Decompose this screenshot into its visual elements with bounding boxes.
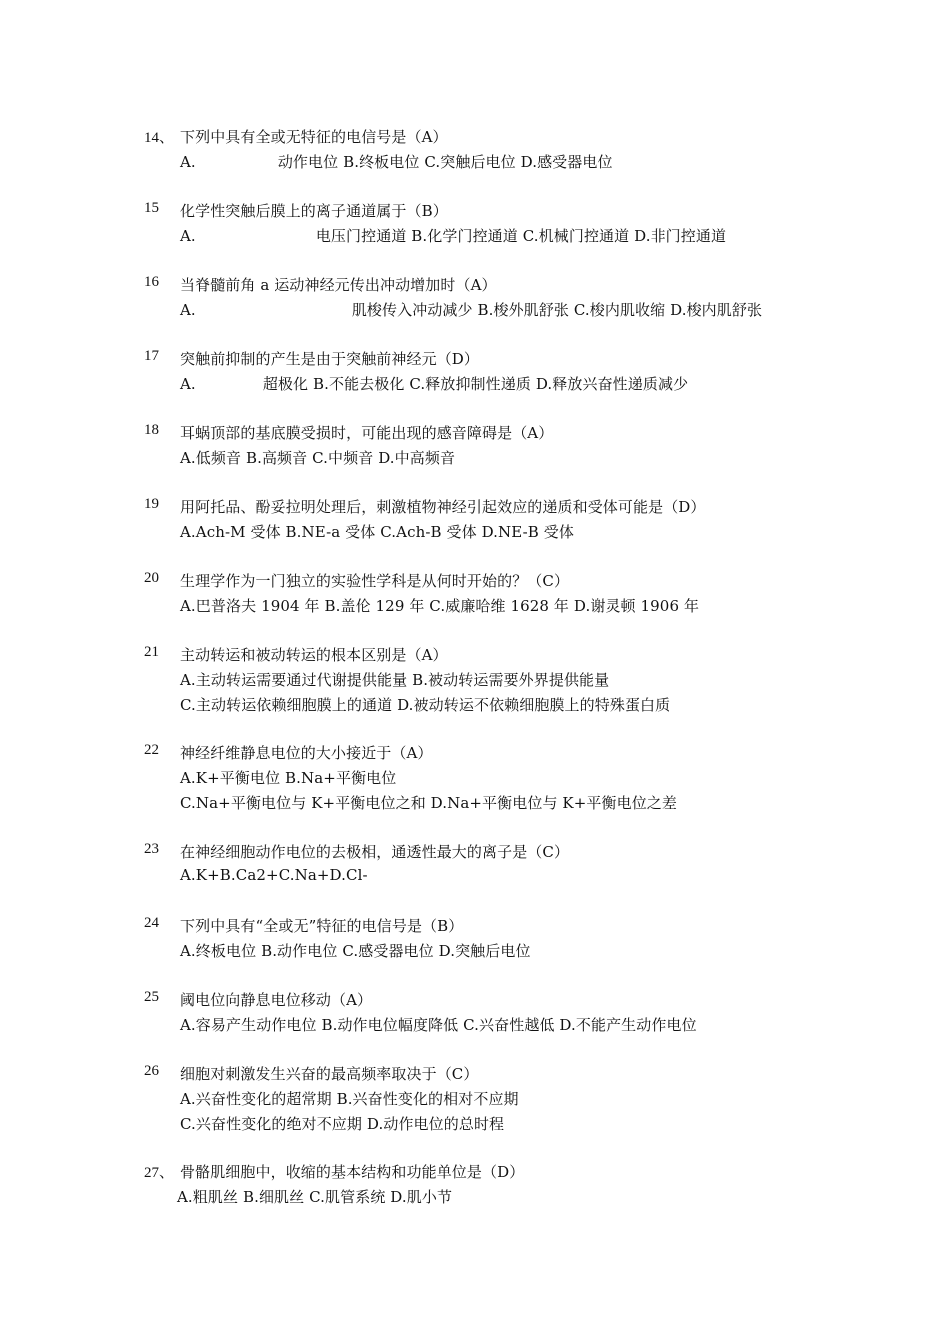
question-stem: 细胞对刺激发生兴奋的最高频率取决于（C） [180, 1065, 479, 1083]
question-stem: 主动转运和被动转运的根本区别是（A） [180, 646, 448, 664]
options-line: A.K+B.Ca2+C.Na+D.Cl- [180, 866, 368, 884]
question-number: 21 [144, 644, 159, 660]
options-line: A.兴奋性变化的超常期 B.兴奋性变化的相对不应期 [180, 1090, 519, 1108]
options-line [180, 299, 762, 320]
question-stem: 骨骼肌细胞中，收缩的基本结构和功能单位是（D） [180, 1163, 525, 1181]
question-number: 20 [144, 570, 159, 586]
question-number: 15 [144, 200, 159, 216]
options-text: 电压门控通道 B.化学门控通道 C.机械门控通道 D.非门控通道 [315, 227, 727, 245]
option-a-label: A. [180, 153, 196, 171]
question-stem: 下列中具有“全或无”特征的电信号是（B） [180, 917, 464, 935]
options-text: 动作电位 B.终板电位 C.突触后电位 D.感受器电位 [277, 153, 613, 171]
options-line [180, 225, 726, 246]
question-number: 23 [144, 841, 159, 857]
question-stem: 化学性突触后膜上的离子通道属于（B） [180, 202, 448, 220]
options-line [180, 151, 613, 172]
options-line: A.容易产生动作电位 B.动作电位幅度降低 C.兴奋性越低 D.不能产生动作电位 [180, 1016, 697, 1034]
option-a-label: A. [180, 227, 196, 245]
options-line: A.终板电位 B.动作电位 C.感受器电位 D.突触后电位 [180, 942, 531, 960]
options-text: 超极化 B.不能去极化 C.释放抑制性递质 D.释放兴奋性递质减少 [262, 375, 689, 393]
question-number: 27、 [144, 1165, 175, 1181]
question-stem: 耳蜗顶部的基底膜受损时，可能出现的感音障碍是（A） [180, 424, 554, 442]
options-line: A.粗肌丝 B.细肌丝 C.肌管系统 D.肌小节 [177, 1188, 453, 1206]
question-stem: 神经纤维静息电位的大小接近于（A） [180, 744, 433, 762]
question-stem: 生理学作为一门独立的实验性学科是从何时开始的？（C） [180, 572, 570, 590]
question-number: 22 [144, 742, 159, 758]
options-text: 肌梭传入冲动减少 B.梭外肌舒张 C.梭内肌收缩 D.梭内肌舒张 [351, 301, 763, 319]
question-number: 19 [144, 496, 159, 512]
question-stem: 当脊髓前角 a 运动神经元传出冲动增加时（A） [180, 276, 497, 294]
options-line: A.低频音 B.高频音 C.中频音 D.中高频音 [180, 449, 456, 467]
question-number: 14、 [144, 130, 175, 146]
options-line: A.Ach-M 受体 B.NE-a 受体 C.Ach-B 受体 D.NE-B 受体 [180, 523, 574, 541]
question-stem: 在神经细胞动作电位的去极相，通透性最大的离子是（C） [180, 843, 570, 861]
question-number: 17 [144, 348, 159, 364]
options-line: C.主动转运依赖细胞膜上的通道 D.被动转运不依赖细胞膜上的特殊蛋白质 [180, 696, 671, 714]
options-line: C.Na+平衡电位与 K+平衡电位之和 D.Na+平衡电位与 K+平衡电位之差 [180, 794, 677, 812]
question-number: 26 [144, 1063, 159, 1079]
option-a-label: A. [180, 301, 196, 319]
options-line [180, 373, 688, 394]
option-a-label: A. [180, 375, 196, 393]
question-stem: 阈电位向静息电位移动（A） [180, 991, 373, 1009]
question-stem: 下列中具有全或无特征的电信号是（A） [180, 128, 448, 146]
options-line: A.巴普洛夫 1904 年 B.盖伦 129 年 C.威廉哈维 1628 年 D.谢灵顿 1906 年 [180, 597, 700, 615]
question-number: 18 [144, 422, 159, 438]
options-line: A.主动转运需要通过代谢提供能量 B.被动转运需要外界提供能量 [180, 671, 610, 689]
options-line: A.K+平衡电位 B.Na+平衡电位 [180, 769, 397, 787]
question-number: 16 [144, 274, 159, 290]
question-stem: 用阿托品、酚妥拉明处理后，刺激植物神经引起效应的递质和受体可能是（D） [180, 498, 706, 516]
question-number: 24 [144, 915, 159, 931]
options-line: C.兴奋性变化的绝对不应期 D.动作电位的总时程 [180, 1115, 505, 1133]
question-stem: 突触前抑制的产生是由于突触前神经元（D） [180, 350, 480, 368]
question-number: 25 [144, 989, 159, 1005]
